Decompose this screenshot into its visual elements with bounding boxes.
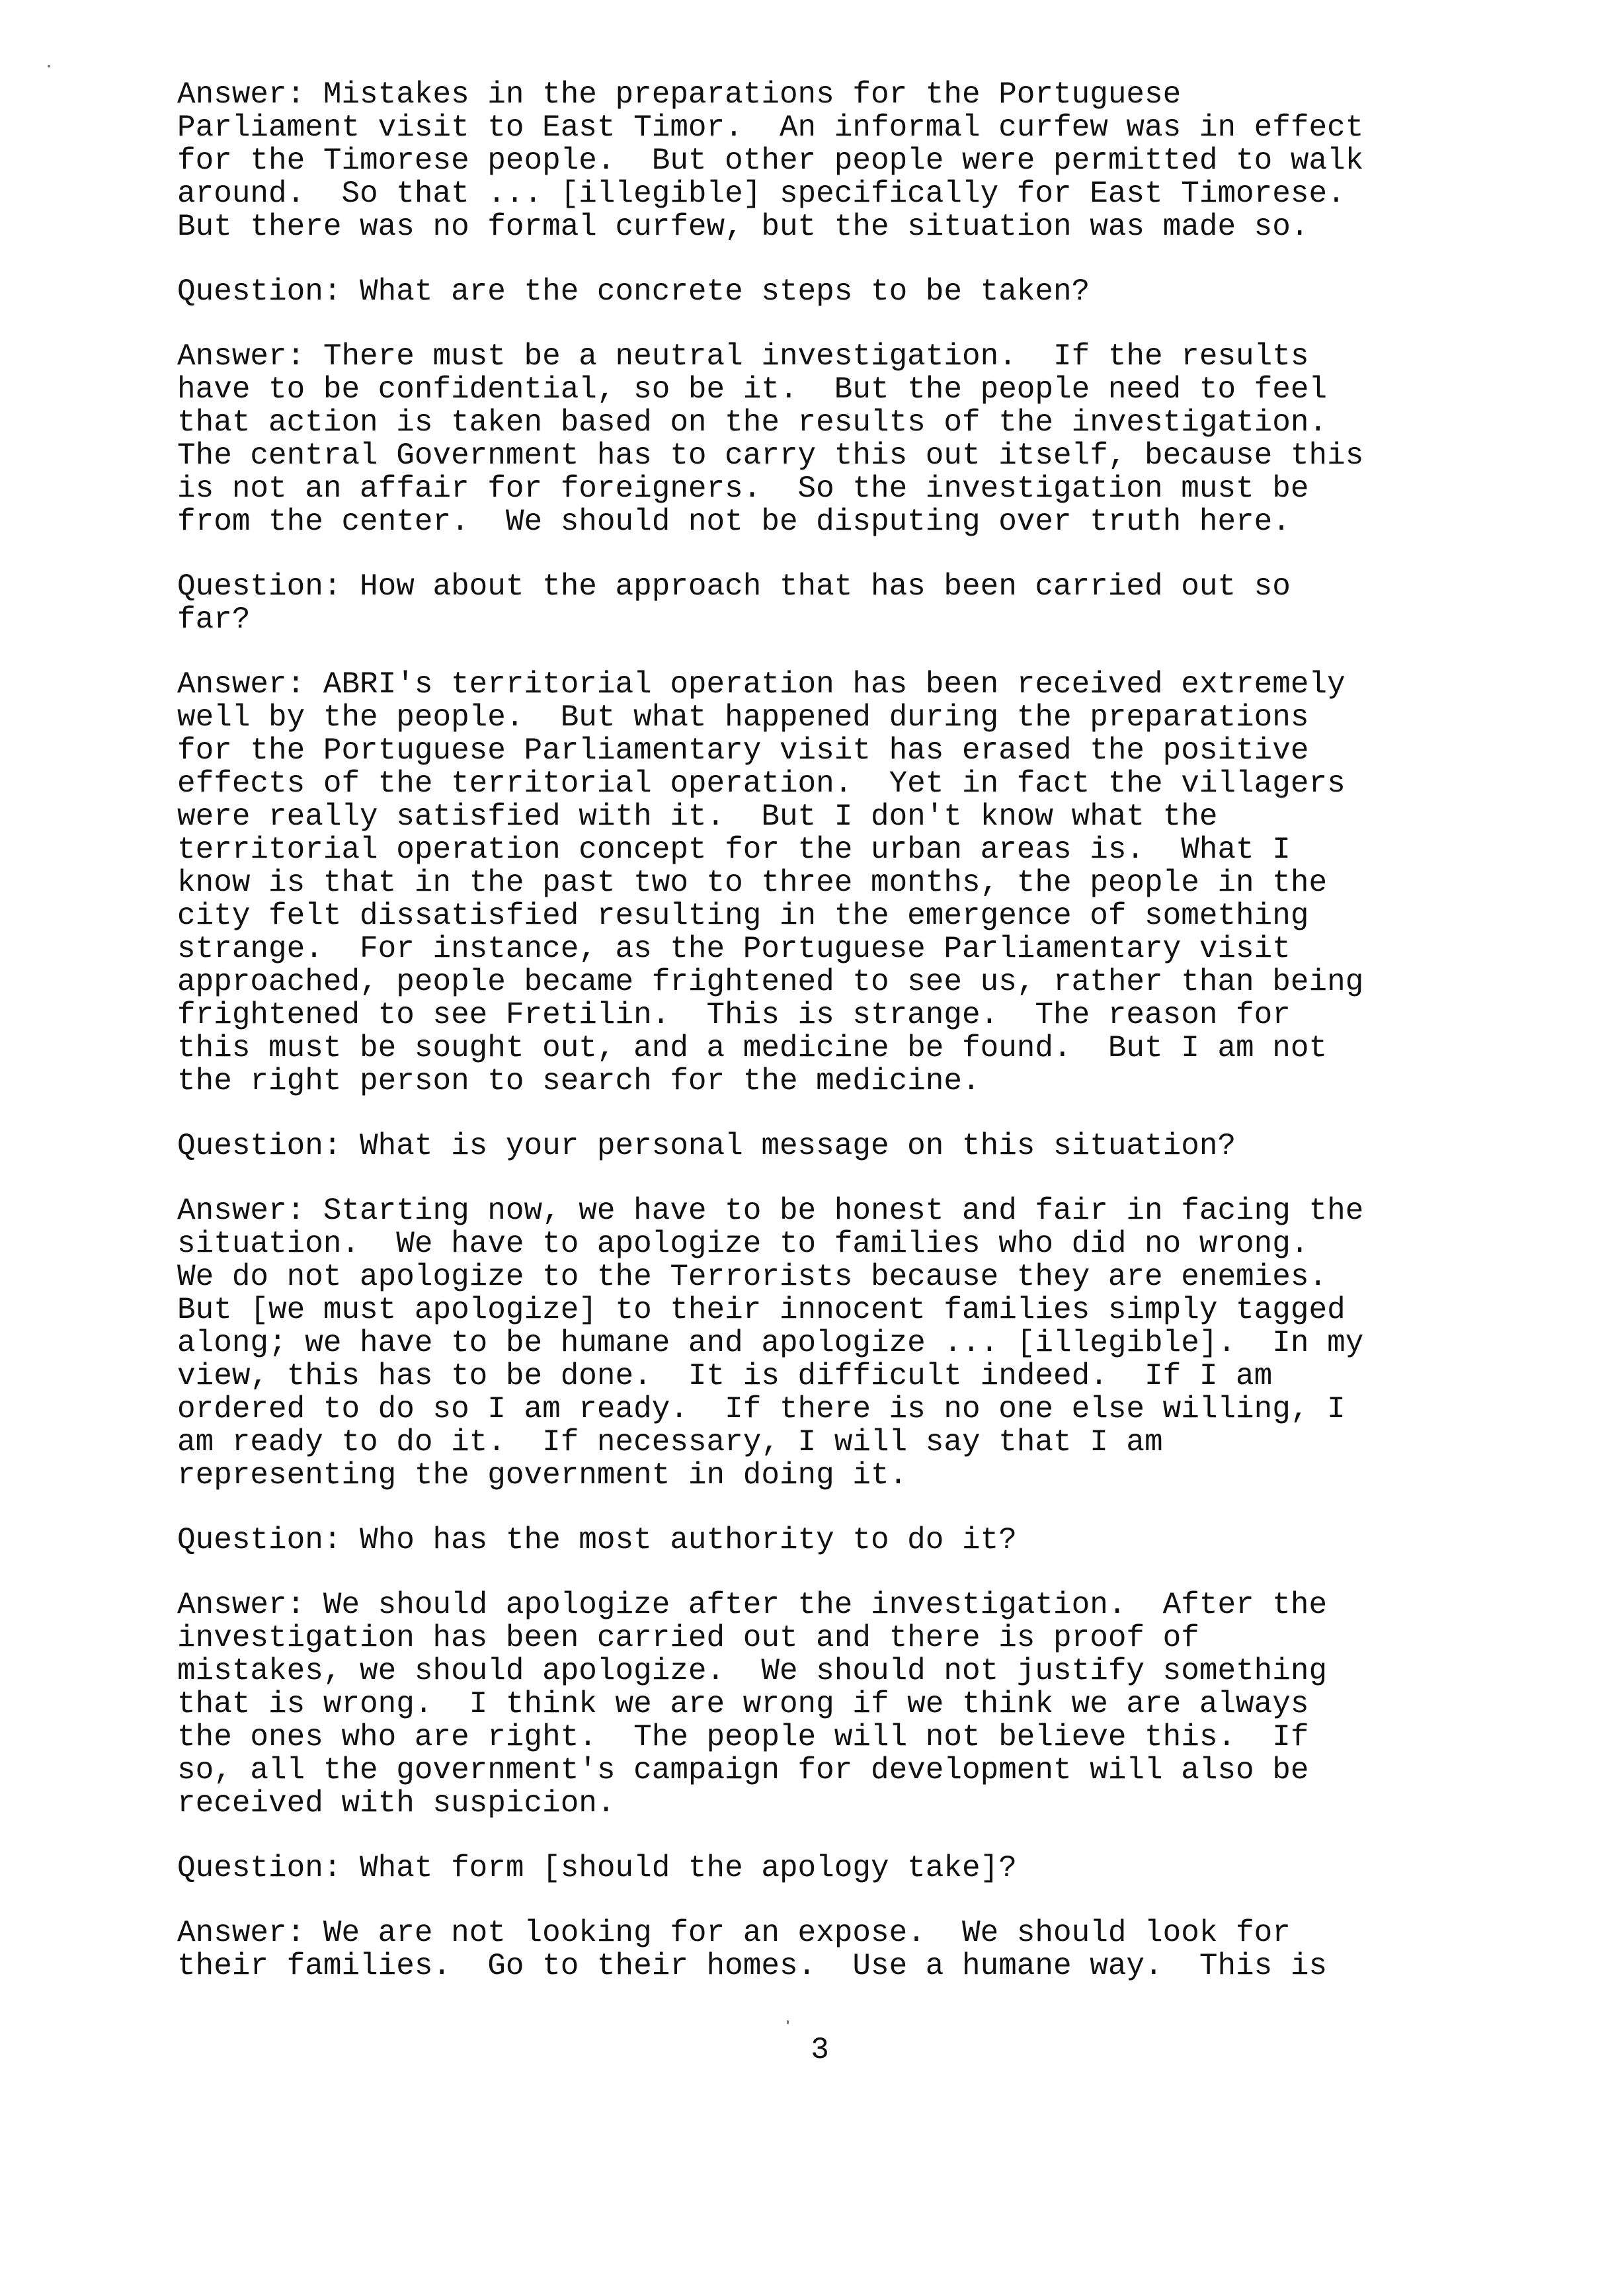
page-number: 3 [811,2033,829,2067]
text-line: their families. Go to their homes. Use a humane way. This is [177,1949,1328,1983]
text-line: We do not apologize to the Terrorists because they are enemies. [177,1260,1328,1294]
paragraph [177,1916,1500,1983]
text-line: well by the people. But what happened during the preparations [177,700,1309,735]
paragraph [177,1852,1500,1885]
paragraph [177,340,1500,538]
paragraph [177,1194,1500,1492]
text-line: Answer: We are not looking for an expose. We should look for [177,1916,1291,1950]
text-line: Question: How about the approach that has been carried out so [177,569,1291,604]
text-line: the right person to search for the medicine. [177,1064,981,1098]
text-line: Question: What are the concrete steps to be taken? [177,274,1090,309]
text-line: Parliament visit to East Timor. An informal curfew was in effect [177,110,1364,145]
text-line: ordered to do so I am ready. If there is no one else willing, I [177,1392,1346,1426]
paragraph [177,1129,1500,1163]
text-line: Question: Who has the most authority to do it? [177,1523,1017,1557]
text-line: far? [177,602,251,637]
text-line: is not an affair for foreigners. So the investigation must be [177,472,1309,506]
text-line: territorial operation concept for the urban areas is. What I [177,833,1291,867]
text-line: approached, people became frightened to see us, rather than being [177,965,1364,999]
text-line: for the Portuguese Parliamentary visit has erased the positive [177,733,1309,768]
text-line: frightened to see Fretilin. This is strange. The reason for [177,998,1291,1032]
text-line: Answer: Starting now, we have to be honest and fair in facing the [177,1194,1364,1228]
scan-speck [787,2020,789,2024]
text-line: around. So that ... [illegible] specifically for East Timorese. [177,177,1346,211]
text-line: The central Government has to carry this out itself, because this [177,438,1364,473]
text-line: strange. For instance, as the Portuguese Parliamentary visit [177,932,1291,966]
text-line: have to be confidential, so be it. But the people need to feel [177,372,1328,407]
text-line: city felt dissatisfied resulting in the emergence of something [177,899,1309,933]
text-line: so, all the government's campaign for development will also be [177,1753,1309,1787]
text-line: were really satisfied with it. But I don't know what the [177,800,1218,834]
text-line: this must be sought out, and a medicine be found. But I am not [177,1031,1328,1065]
text-line: But there was no formal curfew, but the situation was made so. [177,210,1309,244]
paragraph [177,78,1500,243]
paragraph [177,1524,1500,1557]
text-line: situation. We have to apologize to families who did no wrong. [177,1227,1309,1261]
text-line: Answer: We should apologize after the investigation. After the [177,1588,1328,1622]
text-line: effects of the territorial operation. Yet in fact the villagers [177,766,1346,801]
text-line: know is that in the past two to three months, the people in the [177,866,1328,900]
text-line: the ones who are right. The people will not believe this. If [177,1720,1309,1754]
text-line: Answer: Mistakes in the preparations for the Portuguese [177,77,1182,112]
text-line: Answer: ABRI's territorial operation has been received extremely [177,667,1346,702]
document-body [177,78,1500,2014]
text-line: investigation has been carried out and there is proof of [177,1621,1199,1655]
text-line: received with suspicion. [177,1786,616,1821]
text-line: representing the government in doing it. [177,1458,908,1493]
paragraph [177,275,1500,308]
text-line: along; we have to be humane and apologize ... [illegible]. In my [177,1326,1364,1360]
paragraph [177,570,1500,636]
text-line: am ready to do it. If necessary, I will say that I am [177,1425,1163,1459]
text-line: Question: What is your personal message on this situation? [177,1129,1236,1163]
paragraph [177,668,1500,1098]
text-line: view, this has to be done. It is difficult indeed. If I am [177,1359,1273,1393]
text-line: from the center. We should not be disputing over truth here. [177,505,1291,539]
paragraph [177,1588,1500,1820]
text-line: But [we must apologize] to their innocent families simply tagged [177,1293,1346,1327]
text-line: Question: What form [should the apology take]? [177,1851,1017,1885]
scan-speck [48,65,50,67]
text-line: Answer: There must be a neutral investigation. If the results [177,339,1309,374]
text-line: for the Timorese people. But other people were permitted to walk [177,144,1364,178]
text-line: that is wrong. I think we are wrong if we think we are always [177,1687,1309,1721]
text-line: that action is taken based on the results of the investigation. [177,405,1328,440]
text-line: mistakes, we should apologize. We should not justify something [177,1654,1328,1688]
